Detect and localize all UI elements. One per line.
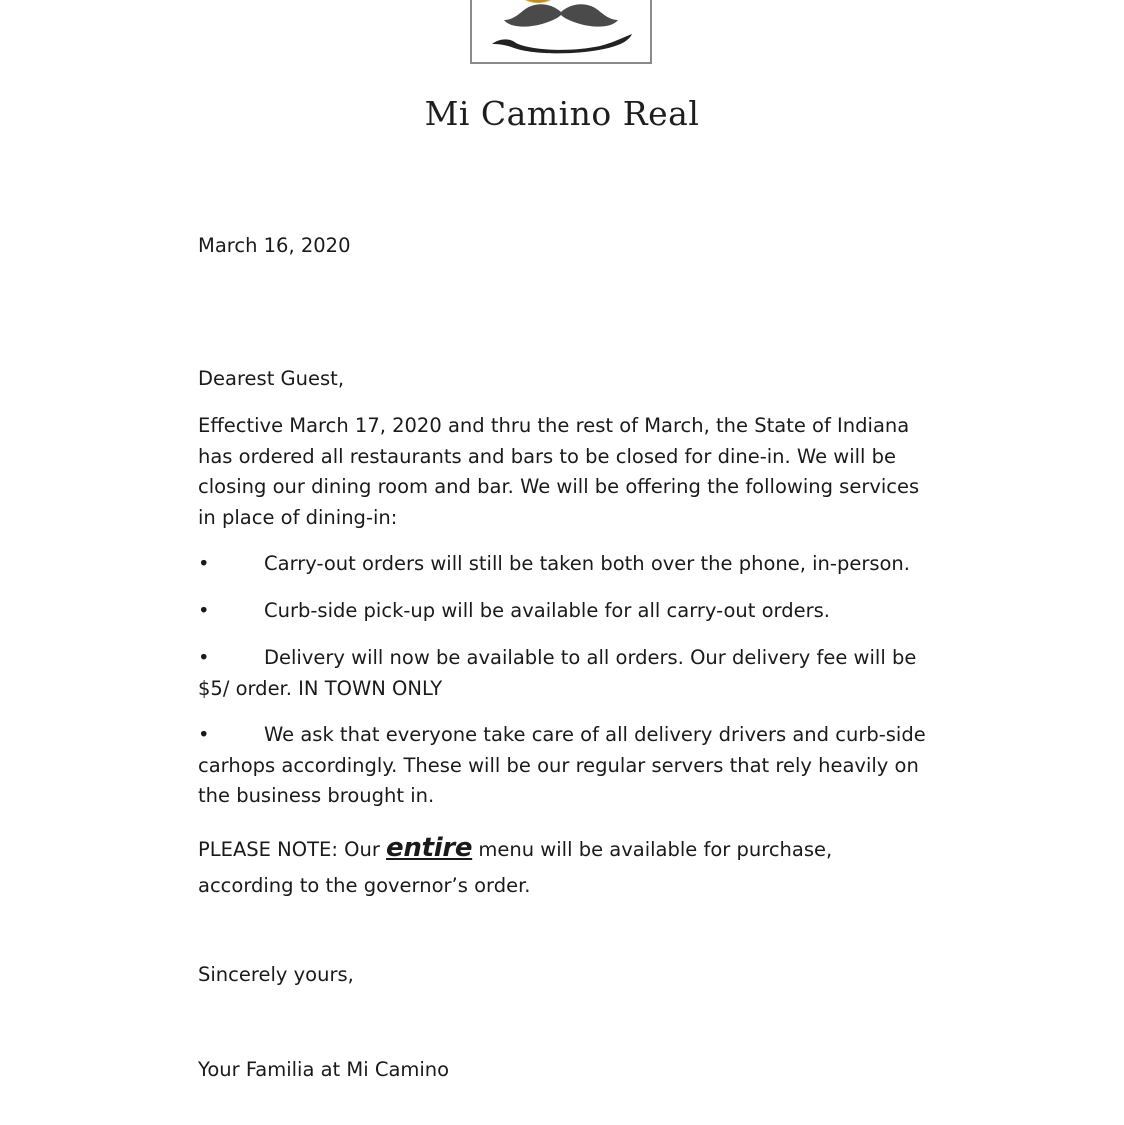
bullet-icon: • bbox=[198, 552, 210, 575]
letter-signature: Your Familia at Mi Camino bbox=[198, 1058, 450, 1081]
service-item bbox=[198, 643, 928, 704]
service-item bbox=[198, 720, 928, 812]
mustache-shape bbox=[504, 4, 618, 26]
letter-date: March 16, 2020 bbox=[198, 234, 351, 257]
note-suffix: menu will be available for purchase, according to the governor’s order. bbox=[198, 838, 833, 897]
service-item bbox=[198, 549, 928, 580]
please-note-paragraph bbox=[198, 830, 933, 904]
service-text: Carry-out orders will still be taken both over the phone, in-person. bbox=[264, 552, 910, 575]
bullet-icon: • bbox=[198, 723, 210, 746]
letter-greeting: Dearest Guest, bbox=[198, 367, 345, 390]
logo bbox=[470, 0, 652, 64]
note-prefix: PLEASE NOTE: Our bbox=[198, 838, 387, 861]
service-text: We ask that everyone take care of all delivery drivers and curb-side carhops accordingly. These will be our regular servers that rely heavily on the business brought in. bbox=[198, 723, 926, 807]
intro-paragraph: Effective March 17, 2020 and thru the rest of March, the State of Indiana has ordered all restaurants and bars to be closed for dine-in. We will be closing our dining room and bar. We will be offering the following services in place of dining-in: bbox=[198, 414, 920, 529]
mustache-logo-icon bbox=[472, 0, 650, 62]
note-emphasis: entire bbox=[386, 833, 473, 863]
service-text: Curb-side pick-up will be available for all carry-out orders. bbox=[264, 599, 830, 622]
bullet-icon: • bbox=[198, 599, 210, 622]
service-text: Delivery will now be available to all orders. Our delivery fee will be $5/ order. IN TOWN ONLY bbox=[198, 646, 917, 700]
bullet-icon: • bbox=[198, 646, 210, 669]
logo-swoosh bbox=[492, 34, 632, 53]
restaurant-name: Mi Camino Real bbox=[424, 94, 700, 133]
service-item bbox=[198, 596, 928, 627]
letter-closing: Sincerely yours, bbox=[198, 963, 354, 986]
